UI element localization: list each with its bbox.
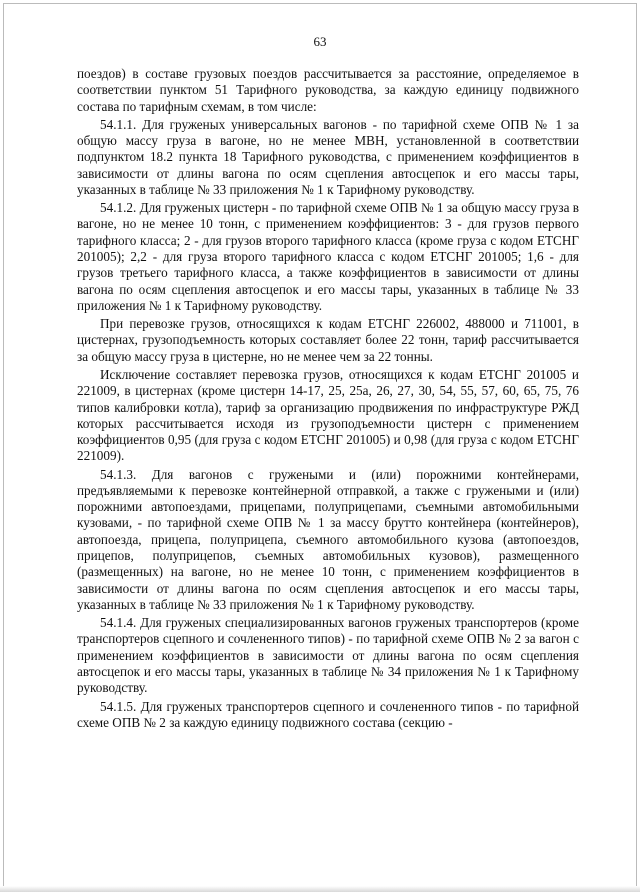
paragraph-54-1-4: 54.1.4. Для груженых специализированных вагонов груженых транспортеров (кроме транспортеров сцепного и сочлененного типов) - по тарифной схеме ОПВ № 2 за вагон с применением коэффициентов в зависимости от длины вагона по осям сцепления автосцепок и его массы тары, указанных в таблице № 34 приложения № 1 к Тарифному руководству. — [77, 615, 579, 696]
paragraph-54-1-3: 54.1.3. Для вагонов с гружеными и (или) порожними контейнерами, предъявляемыми к перевозке контейнерной отправкой, а также с гружеными и (или) порожними автопоездами, прицепами, полуприцепами, съемными автомобильными кузовами, - по тарифной схеме ОПВ № 1 за массу брутто контейнера (контейнеров), автопоезда, прицепа, полуприцепа, съемного автомобильного кузова (автопоездов, прицепов, полуприцепов, съемных автомобильных кузовов), размещенного (размещенных) на вагоне, но не менее 10 тонн, с применением коэффициентов в зависимости от длины вагона по осям сцепления автосцепок и его массы тары, указанных в таблице № 33 приложения № 1 к Тарифному руководству. — [77, 466, 579, 612]
paragraph-exception: Исключение составляет перевозка грузов, относящихся к кодам ЕТСНГ 201005 и 221009, в цистернах (кроме цистерн 14-17, 25, 25а, 26, 27, 30, 54, 55, 57, 60, 65, 75, 76 типов калибровки котла), тариф за организацию продвижения по инфраструктуре РЖД которых рассчитывается исходя из грузоподъемности цистерн с применением коэффициентов 0,95 (для груза с кодом ЕТСНГ 201005) и 0,98 (для груза с кодом ЕТСНГ 221009). — [77, 366, 579, 464]
paragraph-tank-22t: При перевозке грузов, относящихся к кодам ЕТСНГ 226002, 488000 и 711001, в цистернах, грузоподъемность которых составляет более 22 тонн, тариф рассчитывается за общую массу груза в цистерне, но не менее чем за 22 тонны. — [77, 316, 579, 364]
paragraph-54-1-5: 54.1.5. Для груженых транспортеров сцепного и сочлененного типов - по тарифной схеме ОПВ № 2 за каждую единицу подвижного состава (секцию - — [77, 698, 579, 730]
paragraph-54-1-2: 54.1.2. Для груженых цистерн - по тарифной схеме ОПВ № 1 за общую массу груза в вагоне, но не менее 10 тонн, с применением коэффициентов: 3 - для грузов первого тарифного класса; 2 - для грузов второго тарифного класса (кроме груза с кодом ЕТСНГ 201005); 2,2 - для груза второго тарифного класса с кодом ЕТСНГ 201005; 1,6 - для грузов третьего тарифного класса, а также коэффициентов в зависимости от длины вагона по осям сцепления автосцепок и его массы тары, указанных в таблице № 33 приложения № 1 к Тарифному руководству. — [77, 200, 579, 313]
paragraph-54-1-1: 54.1.1. Для груженых универсальных вагонов - по тарифной схеме ОПВ № 1 за общую массу груза в вагоне, но не менее МВН, установленной в соответствии подпунктом 18.2 пункта 18 Тарифного руководства, с применением коэффициентов в зависимости от длины вагона по осям сцепления автосцепок и его массы тары, указанных в таблице № 33 приложения № 1 к Тарифному руководству. — [77, 116, 579, 197]
page-number: 63 — [313, 34, 327, 49]
paragraph-continuation: поездов) в составе грузовых поездов рассчитывается за расстояние, определяемое в соответствии пунктом 51 Тарифного руководства, за каждую единицу подвижного состава по тарифным схемам, в том числе: — [77, 66, 579, 114]
scan-edge — [0, 886, 640, 892]
document-body — [77, 66, 579, 733]
